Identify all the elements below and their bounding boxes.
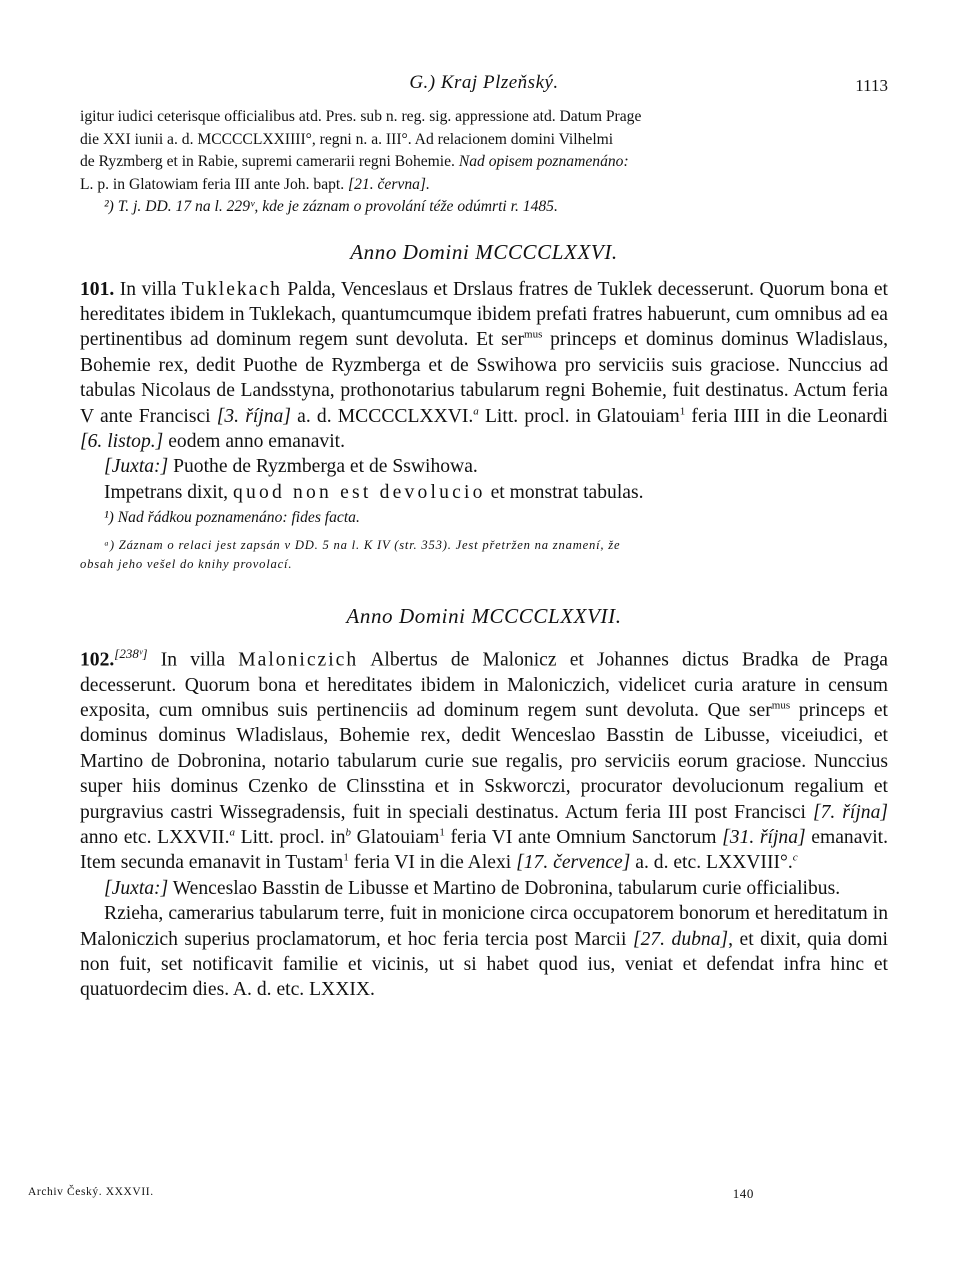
entry-102: [80, 641, 888, 1003]
superscript: mus: [771, 699, 791, 712]
intro-line: die XXI iunii a. d. MCCCCLXXIIII°, regni n. a. III°. Ad relacionem domini Vilhelmi: [80, 130, 614, 148]
text-span: Wenceslao Basstin de Libusse et Martino de Dobronina, tabularum curie officialibus.: [168, 877, 841, 899]
place-name: Tuklekach: [181, 278, 282, 300]
text-span: princeps et dominus dominus Wladislaus, Bohemie rex, dedit Wenceslao Basstin de Libusse, viceiudici, et Martino de Dobronina, notario tabularum curie sue regalis, pro serviciis eorum graciose. Nunccius super hiis dominus Czenko de Clinsstina et in Sskworczi, procurator devolucionum regalium et purgravius castri Wissegradensis, fuit in speciali destinatus. Actum feria III post Francisci: [80, 700, 888, 823]
footer-sheet-number: 140: [732, 1186, 754, 1201]
juxta-line: [80, 876, 888, 901]
editor-date: [3. října]: [216, 405, 291, 427]
editor-date: [6. listop.]: [80, 430, 164, 452]
text-span: Rzieha, camerarius tabularum terre, fuit in monicione circa occupatorem bonorum et hereditatum in Maloniczich superius proclamatorum, et hoc feria tercia post Marcii: [80, 903, 888, 950]
note-marker: a: [229, 826, 235, 839]
page-number: 1113: [855, 76, 888, 95]
intro-line: [80, 174, 888, 197]
footnote-1: ¹) Nad řádkou poznamenáno: fides facta.: [104, 509, 360, 527]
intro-text-span: L. p. in Glatowiam feria III ante Joh. bapt.: [80, 175, 349, 193]
text-span: et monstrat tabulas.: [485, 481, 644, 503]
editor-date: [7. října]: [812, 801, 888, 823]
juxta-label: [Juxta:]: [104, 456, 169, 478]
juxta-line: [80, 454, 888, 479]
intro-text: [80, 106, 888, 219]
footer-signature: Archiv Český. XXXVII.: [28, 1186, 154, 1198]
footnote-a-cont: obsah jeho vešel do knihy provolací.: [80, 556, 293, 571]
footnote-2: ²) T. j. DD. 17 na l. 229ᵛ, kde je záznam o provolání téže odúmrti r. 1485.: [104, 198, 558, 215]
entry-paragraph: [80, 277, 888, 455]
note-marker: b: [345, 826, 352, 839]
note-marker: 1: [343, 851, 349, 864]
text-span: feria VI ante Omnium Sanctorum: [444, 827, 723, 849]
entry-101: [80, 277, 888, 574]
text-span: , et dixit, quia domi non fuit, set notificavit familie et vicinis, ut si habet quod ius, veniat et defendat infra hinc et quatuordecim dies. A. d. etc. LXXIX.: [80, 928, 888, 1001]
running-title: G.) Kraj Plzeňský.: [409, 72, 559, 93]
text-span: eodem anno emanavit.: [163, 430, 346, 452]
footnote-a: ᵃ) Záznam o relaci jest zapsán v DD. 5 na l. K IV (str. 353). Jest přetržen na znamení, že: [104, 537, 621, 552]
editor-date: [31. října]: [722, 827, 806, 849]
text-span: anno etc. LXXVII.: [80, 827, 230, 849]
superscript: mus: [524, 328, 543, 341]
editor-date: [17. července]: [516, 852, 631, 874]
text-span: princeps et dominus dominus Wladislaus, Bohemie rex, dedit Puothe de Ryzmberga et de Sswihowa pro serviciis suis graciose. Nunccius ad tabulas Nicolaus de Landsstyna, prothonotarius tabularum regni Bohemie, fuit destinatus. Actum feria V ante Francisci: [80, 329, 888, 427]
text-span: Litt. procl. in: [234, 827, 346, 849]
text-span: Albertus de Malonicz et Johannes dictus Bradka de Praga decesserunt. Quorum bona et hereditates ibidem in Maloniczich, videlicet curia arature in censum exposita, cum omnibus suis pertinenciis ad dominum regem sunt devoluta. Que ser: [80, 649, 889, 721]
page: [80, 70, 888, 1003]
note-marker: 1: [439, 826, 445, 839]
text-span: Palda, Venceslaus et Drslaus fratres de Tuklek decesserunt. Quorum bona et hereditates ibidem in Tuklekach, quantumcumque ibidem prefati fratres habuerunt, cum omnibus ad ea pertinentibus ad dominum regem sunt devoluta. Et ser: [80, 278, 889, 351]
spaced-text: quod non est devolucio: [232, 481, 486, 503]
text-span: Glatouiam: [351, 827, 440, 849]
note-marker: a: [473, 405, 479, 417]
note-marker: c: [792, 851, 798, 864]
text-span: In villa: [119, 278, 182, 300]
year-heading: Anno Domini MCCCCLXXVII.: [346, 603, 622, 628]
entry-number: 101.: [80, 278, 115, 300]
text-span: emanavit. Item secunda emanavit in Tustam: [80, 827, 888, 874]
note-marker: 1: [679, 405, 686, 417]
text-span: a. d. MCCCCLXXVI.: [290, 405, 474, 427]
year-heading: Anno Domini MCCCCLXXVI.: [350, 239, 618, 264]
place-name: Maloniczich: [238, 649, 359, 671]
editor-date: [21. června].: [348, 175, 430, 193]
text-span: a. d. etc. LXXVIII°.: [630, 852, 793, 874]
intro-line: igitur iudici ceterisque officialibus atd. Pres. sub n. reg. sig. appressione atd. Datum Prage: [80, 108, 642, 125]
entry-paragraph: [80, 641, 888, 876]
monicione-paragraph: [80, 901, 888, 1003]
text-span: Impetrans dixit,: [104, 481, 233, 503]
page-footer: [28, 1186, 788, 1206]
entry-number: 102.: [80, 649, 115, 671]
text-span: Puothe de Ryzmberga et de Sswihowa.: [168, 456, 478, 478]
juxta-label: [Juxta:]: [104, 877, 169, 899]
folio-marker: [238ᵛ]: [114, 645, 148, 661]
intro-line: [80, 151, 888, 174]
editor-date: [27. dubna]: [632, 928, 729, 950]
text-span: feria VI in die Alexi: [348, 852, 517, 874]
text-span: feria IIII in die Leonardi: [685, 405, 888, 427]
text-span: In villa: [147, 649, 239, 671]
impetrans-line: [80, 480, 888, 505]
intro-text-span: de Ryzmberg et in Rabie, supremi camerarii regni Bohemie.: [80, 153, 459, 170]
editor-note: Nad opisem poznamenáno:: [458, 153, 629, 170]
page-header: [80, 70, 888, 106]
text-span: Litt. procl. in Glatouiam: [478, 405, 680, 427]
